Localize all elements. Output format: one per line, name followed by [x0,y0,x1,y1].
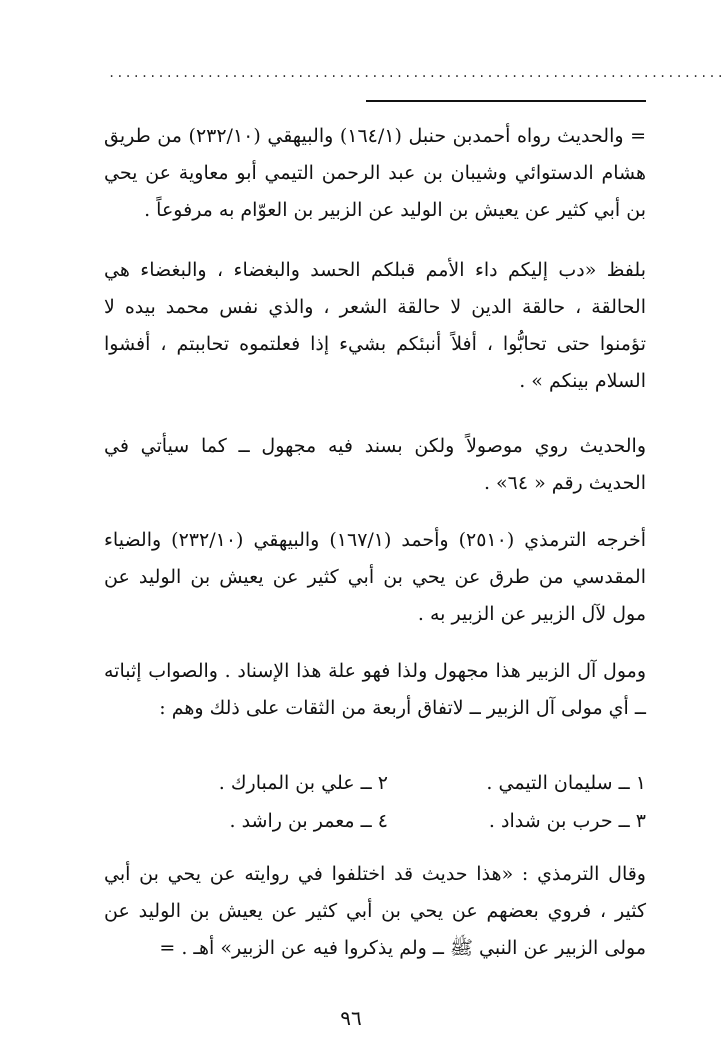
paragraph-text: وقال الترمذي : «هذا حديث قد اختلفوا في روايته عن يحي بن أبي كثير ، فروي بعضهم عن يحي بن أبي كثير عن يعيش بن الوليد عن مولى الزبير عن النبي ﷺ ــ ولم يذكروا فيه عن الزبير» أهـ . = [104,863,646,959]
list-item: ١ ــ سليمان التيمي . [486,772,646,794]
list-item: ٣ ــ حرب بن شداد . [488,810,646,832]
footnote-paragraph-5 [104,653,646,727]
paragraph-text: = والحديث رواه أحمدبن حنبل (١٦٤/١) والبيهقي (٢٣٢/١٠) من طريق هشام الدستوائي وشيبان بن عبد الرحمن التيمي أبو معاوية عن يحي بن أبي كثير عن يعيش بن الوليد عن الزبير بن العوّام به مرفوعاً . [104,125,647,221]
paragraph-text: والحديث روي موصولاً ولكن بسند فيه مجهول ــ كما سيأتي في الحديث رقم « ٦٤» . [104,435,646,494]
footnote-paragraph-3 [104,428,646,502]
footnote-paragraph-6 [104,856,646,967]
list-item: ٢ ــ علي بن المبارك . [218,772,388,794]
narrator-list [130,764,646,840]
paragraph-text: ومول آل الزبير هذا مجهول ولذا فهو علة هذا الإسناد . والصواب إثباته ــ أي مولى آل الزبير ــ لاتفاق أربعة من الثقات على ذلك وهم : [104,660,646,719]
footnote-rule [366,100,646,102]
paragraph-text: بلفظ «دب إليكم داء الأمم قبلكم الحسد والبغضاء ، والبغضاء هي الحالقة ، حالقة الدين لا حالقة الشعر ، والذي نفس محمد بيده لا تؤمنوا حتى تحابُّوا ، أفلاً أنبئكم بشيء إذا فعلتموه تحاببتم ، أفشوا السلام بينكم » . [104,259,646,392]
page-number: ٩٦ [340,1006,362,1030]
list-row [130,764,646,802]
dotted-separator: ........................................................................... [108,66,725,80]
paragraph-text: أخرجه الترمذي (٢٥١٠) وأحمد (١٦٧/١) والبيهقي (٢٣٢/١٠) والضياء المقدسي من طرق عن يحي بن أبي كثير عن يعيش بن الوليد عن مول لآل الزبير عن الزبير به . [104,529,646,625]
list-row [130,802,646,840]
footnote-paragraph-1 [104,118,646,229]
footnote-paragraph-2 [104,252,646,400]
footnote-paragraph-4 [104,522,646,633]
list-item: ٤ ــ معمر بن راشد . [229,810,388,832]
